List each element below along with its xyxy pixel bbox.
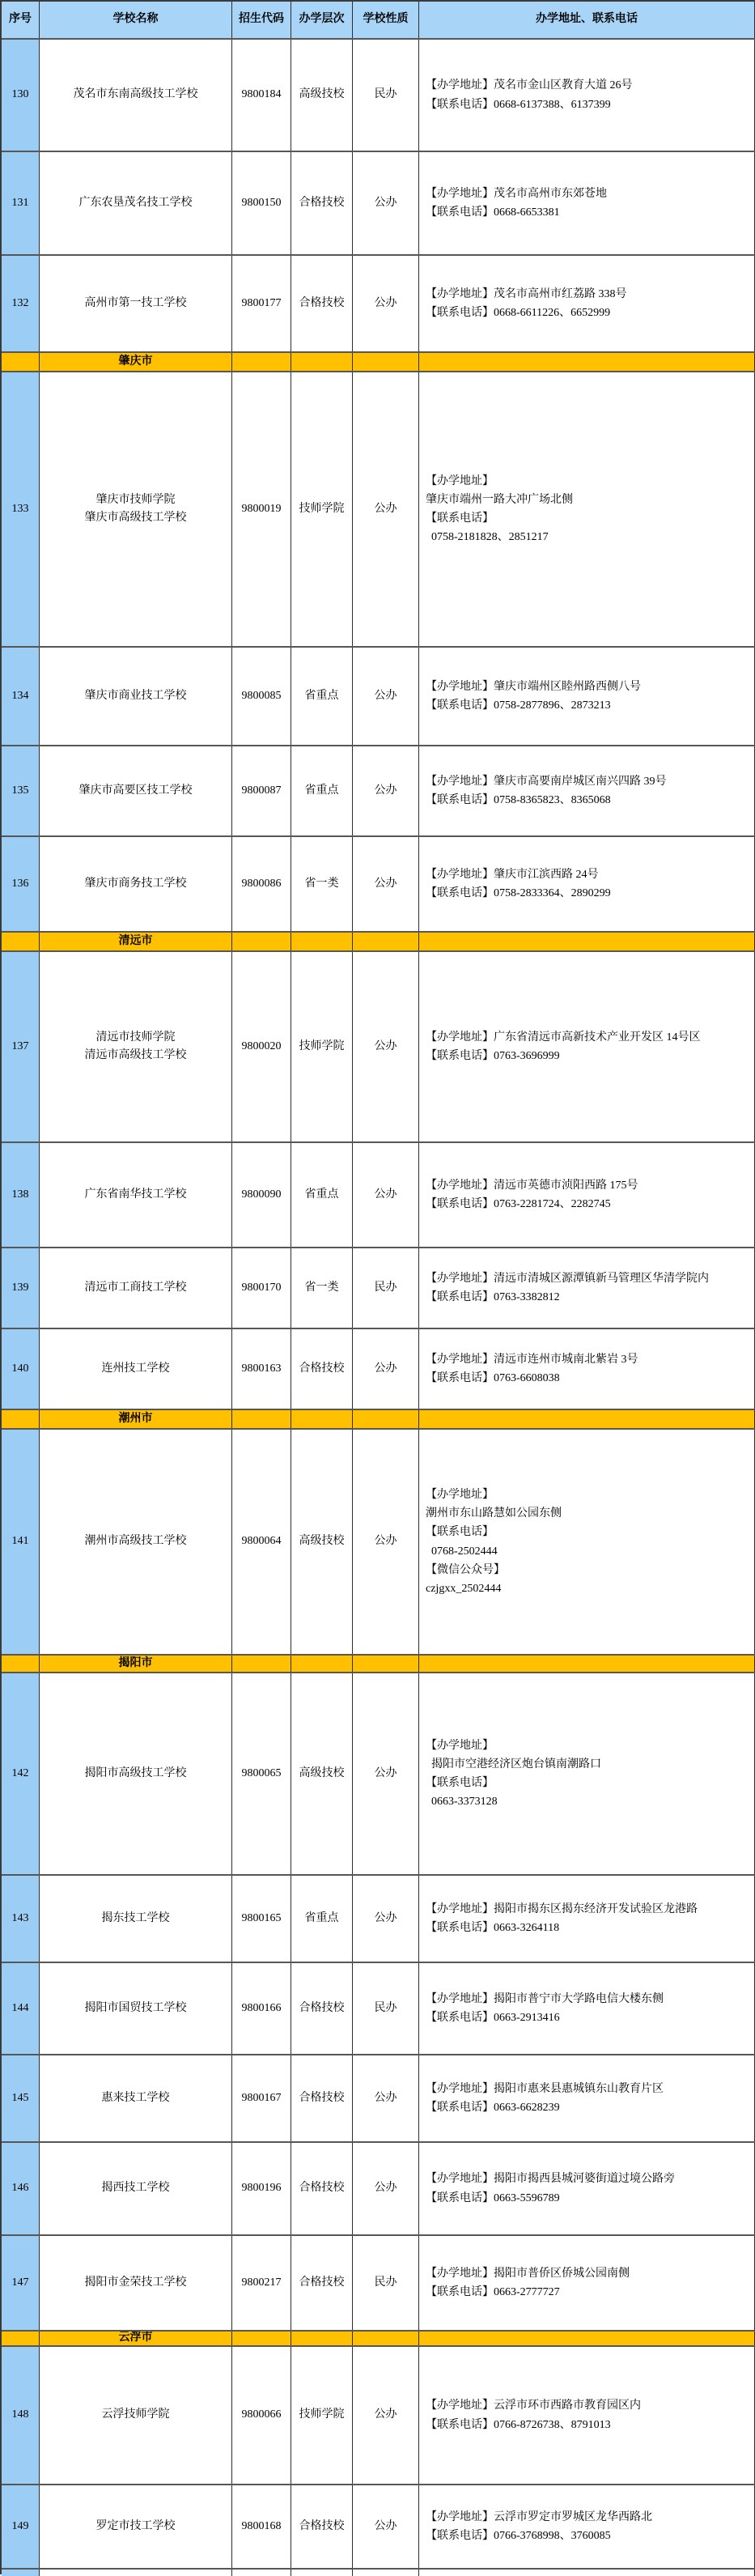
school-level-cell: 省重点: [291, 1143, 353, 1247]
enrollment-code-cell: 9800087: [232, 746, 291, 835]
table-row: [2, 1963, 755, 2055]
school-level-cell: 合格技校: [291, 1329, 353, 1409]
enrollment-code-cell: 9800170: [232, 1248, 291, 1328]
address-phone-cell: [419, 2485, 755, 2568]
serial-number-cell: 140: [2, 1329, 40, 1409]
school-name-cell: [40, 1963, 232, 2054]
serial-number-cell: 139: [2, 1248, 40, 1328]
section-empty-cell: [353, 1656, 419, 1672]
serial-number-cell: 130: [2, 40, 40, 151]
school-name-cell: [40, 1876, 232, 1962]
school-name-line: 肇庆市高要区技工学校: [78, 784, 193, 797]
address-phone-cell: [419, 1143, 755, 1247]
header-serial-number: 序号: [2, 2, 40, 38]
school-level-cell: 合格技校: [291, 1963, 353, 2054]
table-row: [2, 648, 755, 746]
address-phone-line: 【联系电话】: [426, 512, 494, 525]
address-phone-line: 【联系电话】0668-6611226、6652999: [426, 307, 611, 319]
address-phone-cell: [419, 40, 755, 151]
serial-number-cell: 133: [2, 372, 40, 646]
enrollment-code-cell: 9800217: [232, 2236, 291, 2330]
enrollment-code-cell: 9800090: [232, 1143, 291, 1247]
school-name-line: 茂名市东南高级技工学校: [73, 88, 198, 101]
school-nature-cell: 公办: [353, 2485, 419, 2568]
address-phone-line: 【联系电话】0663-5596789: [426, 2191, 560, 2204]
table-row: [2, 2055, 755, 2143]
serial-number-cell: 148: [2, 2347, 40, 2484]
school-nature-cell: 公办: [353, 2055, 419, 2141]
serial-number-cell: 134: [2, 648, 40, 745]
address-phone-cell: [419, 1430, 755, 1654]
serial-number-cell: 137: [2, 952, 40, 1141]
address-phone-line: 【联系电话】0758-2877896、2873213: [426, 699, 611, 712]
school-name-line: 清远市高级技工学校: [84, 1049, 187, 1061]
table-row: [2, 2143, 755, 2236]
address-phone-cell: [419, 1673, 755, 1874]
address-phone-line: 【办学地址】云浮市环市西路市教育园区内: [426, 2400, 641, 2412]
school-level-cell: 省重点: [291, 1876, 353, 1962]
school-nature-cell: 民办: [353, 2236, 419, 2330]
enrollment-code-cell: 9800167: [232, 2055, 291, 2141]
enrollment-code-cell: 9800019: [232, 372, 291, 646]
school-name-cell: [40, 2485, 232, 2568]
section-empty-cell: [291, 2332, 353, 2345]
city-section-row: [2, 1410, 755, 1430]
header-school-level: 办学层次: [291, 2, 353, 38]
address-phone-line: 【联系电话】: [426, 1526, 494, 1539]
school-nature-cell: 公办: [353, 256, 419, 351]
school-name-line: 云浮技师学院: [101, 2408, 170, 2421]
school-name-line: 惠来技工学校: [101, 2091, 170, 2104]
serial-number-cell: 136: [2, 837, 40, 931]
table-row: [2, 2347, 755, 2485]
section-city-label: 肇庆市: [40, 353, 232, 371]
serial-number-cell: 147: [2, 2236, 40, 2330]
address-phone-line: 【办学地址】: [426, 1739, 494, 1752]
school-level-cell: 高级技校: [291, 40, 353, 151]
school-nature-cell: 公办: [353, 1673, 419, 1874]
address-phone-cell: [419, 1329, 755, 1409]
school-level-cell: 技师学院: [291, 372, 353, 646]
address-phone-line: 【联系电话】0763-3382812: [426, 1291, 560, 1303]
section-empty-cell: [353, 353, 419, 371]
address-phone-cell: [419, 256, 755, 351]
school-level-cell: 高级技校: [291, 1430, 353, 1654]
address-phone-line: 【办学地址】揭阳市普宁市大学路电信大楼东侧: [426, 1992, 664, 2005]
header-address-phone: 办学地址、联系电话: [419, 2, 755, 38]
enrollment-code-cell: 9800064: [232, 1430, 291, 1654]
address-phone-line: 【联系电话】0763-2281724、2282745: [426, 1198, 611, 1210]
school-level-cell: 合格技校: [291, 2055, 353, 2141]
school-name-line: 潮州市高级技工学校: [84, 1535, 187, 1548]
section-empty-cell: [291, 353, 353, 371]
table-row: [2, 152, 755, 256]
table-row: [2, 256, 755, 353]
address-phone-line: 潮州市东山路慧如公园东侧: [426, 1507, 562, 1520]
school-level-cell: 省一类: [291, 1248, 353, 1328]
section-empty-cell: [419, 1656, 755, 1672]
school-name-line: 肇庆市商务技工学校: [84, 877, 187, 890]
enrollment-code-cell: 9800150: [232, 152, 291, 254]
section-city-label: 潮州市: [40, 1410, 232, 1428]
school-name-cell: [40, 2143, 232, 2234]
address-phone-cell: [419, 1248, 755, 1328]
address-phone-line: 【办学地址】茂名市高州市东郊苍地: [426, 187, 607, 200]
school-name-cell: [40, 2347, 232, 2484]
school-nature-cell: 公办: [353, 1876, 419, 1962]
address-phone-line: 【联系电话】0758-2833364、2890299: [426, 887, 611, 899]
table-row: [2, 2485, 755, 2570]
address-phone-line: 【联系电话】0766-3768998、3760085: [426, 2530, 611, 2542]
city-section-row: [2, 2332, 755, 2347]
table-row: [2, 746, 755, 837]
section-empty-cell: [232, 2332, 291, 2345]
enrollment-code-cell: 9800165: [232, 1876, 291, 1962]
address-phone-line: 【办学地址】揭阳市揭西县城河婆街道过境公路旁: [426, 2173, 675, 2186]
section-empty-cell: [232, 1410, 291, 1428]
city-section-row: [2, 933, 755, 952]
school-name-line: 清远市技师学院: [95, 1031, 176, 1044]
section-empty-cell: [353, 1410, 419, 1428]
address-phone-line: 【办学地址】清远市英德市浈阳西路 175号: [426, 1179, 638, 1192]
school-name-line: 揭阳市金荣技工学校: [84, 2276, 187, 2289]
school-nature-cell: 公办: [353, 648, 419, 745]
school-name-line: 揭西技工学校: [101, 2182, 170, 2195]
section-empty-cell: [353, 933, 419, 950]
address-phone-line: 【联系电话】0758-8365823、8365068: [426, 794, 611, 806]
section-serial-cell: [2, 1410, 40, 1428]
table-row: [2, 952, 755, 1143]
enrollment-code-cell: 9800020: [232, 952, 291, 1141]
school-name-line: 肇庆市高级技工学校: [84, 512, 187, 524]
section-city-label: 揭阳市: [40, 1656, 232, 1672]
school-level-cell: 合格技校: [291, 2485, 353, 2568]
school-nature-cell: [353, 2570, 419, 2576]
school-nature-cell: 民办: [353, 40, 419, 151]
address-phone-line: 【微信公众号】: [426, 1563, 505, 1576]
section-empty-cell: [419, 933, 755, 950]
school-name-line: 连州技工学校: [101, 1362, 170, 1375]
school-nature-cell: 公办: [353, 372, 419, 646]
address-phone-cell: [419, 2055, 755, 2141]
table-row: [2, 2236, 755, 2332]
enrollment-code-cell: 9800168: [232, 2485, 291, 2568]
address-phone-line: 【联系电话】0668-6653381: [426, 206, 560, 219]
section-empty-cell: [353, 2332, 419, 2345]
section-serial-cell: [2, 353, 40, 371]
address-phone-line: 【办学地址】揭阳市揭东区揭东经济开发试验区龙港路: [426, 1902, 698, 1915]
address-phone-line: 【办学地址】茂名市高州市红荔路 338号: [426, 287, 627, 300]
school-nature-cell: 公办: [353, 746, 419, 835]
table-row: [2, 837, 755, 933]
enrollment-code-cell: 9800166: [232, 1963, 291, 2054]
serial-number-cell: 142: [2, 1673, 40, 1874]
enrollment-code-cell: 9800177: [232, 256, 291, 351]
school-nature-cell: 民办: [353, 1963, 419, 2054]
school-name-line: 清远市工商技工学校: [84, 1281, 187, 1294]
section-city-label: 云浮市: [40, 2332, 232, 2345]
address-phone-line: 【联系电话】0763-6608038: [426, 1372, 560, 1384]
cutoff-partial-row: [2, 2570, 755, 2574]
section-empty-cell: [232, 353, 291, 371]
address-phone-line: 【办学地址】清远市连州市城南北紫岩 3号: [426, 1353, 638, 1366]
school-name-cell: [40, 1248, 232, 1328]
address-phone-cell: [419, 1963, 755, 2054]
school-level-cell: 合格技校: [291, 2236, 353, 2330]
school-level-cell: 技师学院: [291, 952, 353, 1141]
school-level-cell: 合格技校: [291, 2143, 353, 2234]
section-serial-cell: [2, 933, 40, 950]
school-name-cell: [40, 40, 232, 151]
school-name-cell: [40, 1329, 232, 1409]
enrollment-code-cell: 9800086: [232, 837, 291, 931]
address-phone-line: 0768-2502444: [426, 1545, 498, 1558]
school-nature-cell: 公办: [353, 1329, 419, 1409]
school-level-cell: 高级技校: [291, 1673, 353, 1874]
address-phone-line: 【办学地址】: [426, 1489, 494, 1502]
school-name-line: 揭东技工学校: [101, 1911, 170, 1924]
serial-number-cell: 146: [2, 2143, 40, 2234]
address-phone-line: 【联系电话】0663-3264118: [426, 1922, 560, 1934]
address-phone-line: 【联系电话】0663-6628239: [426, 2102, 560, 2114]
school-level-cell: 省重点: [291, 746, 353, 835]
section-empty-cell: [291, 1656, 353, 1672]
section-empty-cell: [419, 1410, 755, 1428]
school-name-cell: [40, 2570, 232, 2576]
address-phone-line: 【联系电话】0668-6137388、6137399: [426, 98, 611, 111]
school-name-cell: [40, 952, 232, 1141]
serial-number-cell: 143: [2, 1876, 40, 1962]
section-empty-cell: [232, 933, 291, 950]
header-enrollment-code: 招生代码: [232, 2, 291, 38]
school-nature-cell: 公办: [353, 2347, 419, 2484]
city-section-row: [2, 353, 755, 372]
serial-number-cell: [2, 2570, 40, 2576]
address-phone-line: 【办学地址】揭阳市惠来县惠城镇东山教育片区: [426, 2082, 664, 2095]
table-row: [2, 1876, 755, 1963]
address-phone-line: 【办学地址】清远市清城区源潭镇新马管理区华清学院内: [426, 1272, 709, 1285]
school-nature-cell: 公办: [353, 952, 419, 1141]
section-city-label: 清远市: [40, 933, 232, 950]
address-phone-line: 【联系电话】: [426, 1777, 494, 1789]
table-row: [2, 1143, 755, 1248]
serial-number-cell: 132: [2, 256, 40, 351]
section-empty-cell: [291, 933, 353, 950]
school-level-cell: 合格技校: [291, 256, 353, 351]
school-level-cell: 技师学院: [291, 2347, 353, 2484]
header-school-nature: 学校性质: [353, 2, 419, 38]
school-name-line: 揭阳市高级技工学校: [84, 1766, 187, 1779]
address-phone-line: 【办学地址】广东省清远市高新技术产业开发区 14号区: [426, 1031, 701, 1044]
section-empty-cell: [232, 1656, 291, 1672]
table-row: [2, 1673, 755, 1876]
school-name-line: 罗定市技工学校: [95, 2519, 176, 2532]
address-phone-line: 【联系电话】0663-2913416: [426, 2012, 560, 2024]
school-name-cell: [40, 256, 232, 351]
address-phone-line: 【办学地址】揭阳市普侨区侨城公园南侧: [426, 2267, 630, 2280]
table-row: [2, 1329, 755, 1410]
enrollment-code-cell: 9800065: [232, 1673, 291, 1874]
address-phone-line: 肇庆市端州一路大冲广场北侧: [426, 493, 573, 506]
city-section-row: [2, 1656, 755, 1673]
school-level-cell: 省重点: [291, 648, 353, 745]
school-name-line: 肇庆市技师学院: [95, 493, 176, 506]
school-nature-cell: 公办: [353, 2143, 419, 2234]
school-level-cell: 合格技校: [291, 152, 353, 254]
school-name-line: 广东省南华技工学校: [84, 1188, 187, 1201]
school-name-line: 揭阳市国贸技工学校: [84, 2001, 187, 2014]
address-phone-cell: [419, 2347, 755, 2484]
address-phone-cell: [419, 2143, 755, 2234]
address-phone-cell: [419, 372, 755, 646]
address-phone-line: 【办学地址】肇庆市高要南岸城区南兴四路 39号: [426, 775, 667, 788]
school-name-cell: [40, 2236, 232, 2330]
section-serial-cell: [2, 2332, 40, 2345]
school-name-cell: [40, 152, 232, 254]
address-phone-line: 【联系电话】0663-2777727: [426, 2286, 560, 2298]
school-name-line: 广东农垦茂名技工学校: [78, 196, 193, 209]
address-phone-line: 0758-2181828、2851217: [426, 531, 549, 544]
section-empty-cell: [291, 1410, 353, 1428]
section-empty-cell: [419, 2332, 755, 2345]
section-empty-cell: [419, 353, 755, 371]
school-name-cell: [40, 1143, 232, 1247]
section-serial-cell: [2, 1656, 40, 1672]
school-nature-cell: 公办: [353, 1430, 419, 1654]
school-name-cell: [40, 2055, 232, 2141]
school-name-cell: [40, 746, 232, 835]
address-phone-line: 【办学地址】肇庆市江滨西路 24号: [426, 868, 599, 881]
enrollment-code-cell: 9800196: [232, 2143, 291, 2234]
table-header-row: [2, 2, 755, 40]
school-name-cell: [40, 1673, 232, 1874]
address-phone-cell: [419, 837, 755, 931]
table-row: [2, 40, 755, 152]
address-phone-cell: [419, 952, 755, 1141]
school-name-cell: [40, 372, 232, 646]
school-level-cell: [291, 2570, 353, 2576]
enrollment-code-cell: 9800085: [232, 648, 291, 745]
serial-number-cell: 145: [2, 2055, 40, 2141]
school-nature-cell: 民办: [353, 1248, 419, 1328]
school-name-line: 高州市第一技工学校: [84, 296, 187, 309]
serial-number-cell: 141: [2, 1430, 40, 1654]
address-phone-cell: [419, 2236, 755, 2330]
address-phone-line: 【办学地址】肇庆市端州区睦州路西侧八号: [426, 680, 641, 693]
address-phone-cell: [419, 746, 755, 835]
address-phone-line: 【联系电话】0766-8726738、8791013: [426, 2418, 611, 2431]
address-phone-line: 【办学地址】云浮市罗定市罗城区龙华西路北: [426, 2510, 652, 2523]
serial-number-cell: 144: [2, 1963, 40, 2054]
serial-number-cell: 138: [2, 1143, 40, 1247]
address-phone-cell: [419, 152, 755, 254]
enrollment-code-cell: 9800066: [232, 2347, 291, 2484]
address-phone-cell: [419, 648, 755, 745]
table-row: [2, 372, 755, 648]
serial-number-cell: 149: [2, 2485, 40, 2568]
address-phone-cell: [419, 1876, 755, 1962]
table-row: [2, 1430, 755, 1656]
school-nature-cell: 公办: [353, 152, 419, 254]
address-phone-line: 【办学地址】: [426, 474, 494, 487]
school-level-cell: 省一类: [291, 837, 353, 931]
address-phone-line: 揭阳市空港经济区炮台镇南潮路口: [426, 1758, 601, 1770]
enrollment-code-cell: 9800163: [232, 1329, 291, 1409]
serial-number-cell: 131: [2, 152, 40, 254]
school-name-cell: [40, 648, 232, 745]
enrollment-code-cell: [232, 2570, 291, 2576]
table-row: [2, 1248, 755, 1329]
address-phone-line: 【办学地址】茂名市金山区教育大道 26号: [426, 79, 633, 92]
table-body: [2, 40, 755, 2574]
school-name-cell: [40, 1430, 232, 1654]
address-phone-line: czjgxx_2502444: [426, 1582, 502, 1595]
address-phone-line: 【联系电话】0763-3696999: [426, 1050, 560, 1062]
enrollment-code-cell: 9800184: [232, 40, 291, 151]
school-nature-cell: 公办: [353, 837, 419, 931]
address-phone-cell: [419, 2570, 755, 2576]
address-phone-line: 0663-3373128: [426, 1796, 498, 1809]
header-school-name: 学校名称: [40, 2, 232, 38]
school-name-cell: [40, 837, 232, 931]
serial-number-cell: 135: [2, 746, 40, 835]
school-nature-cell: 公办: [353, 1143, 419, 1247]
school-name-line: 肇庆市商业技工学校: [84, 689, 187, 702]
